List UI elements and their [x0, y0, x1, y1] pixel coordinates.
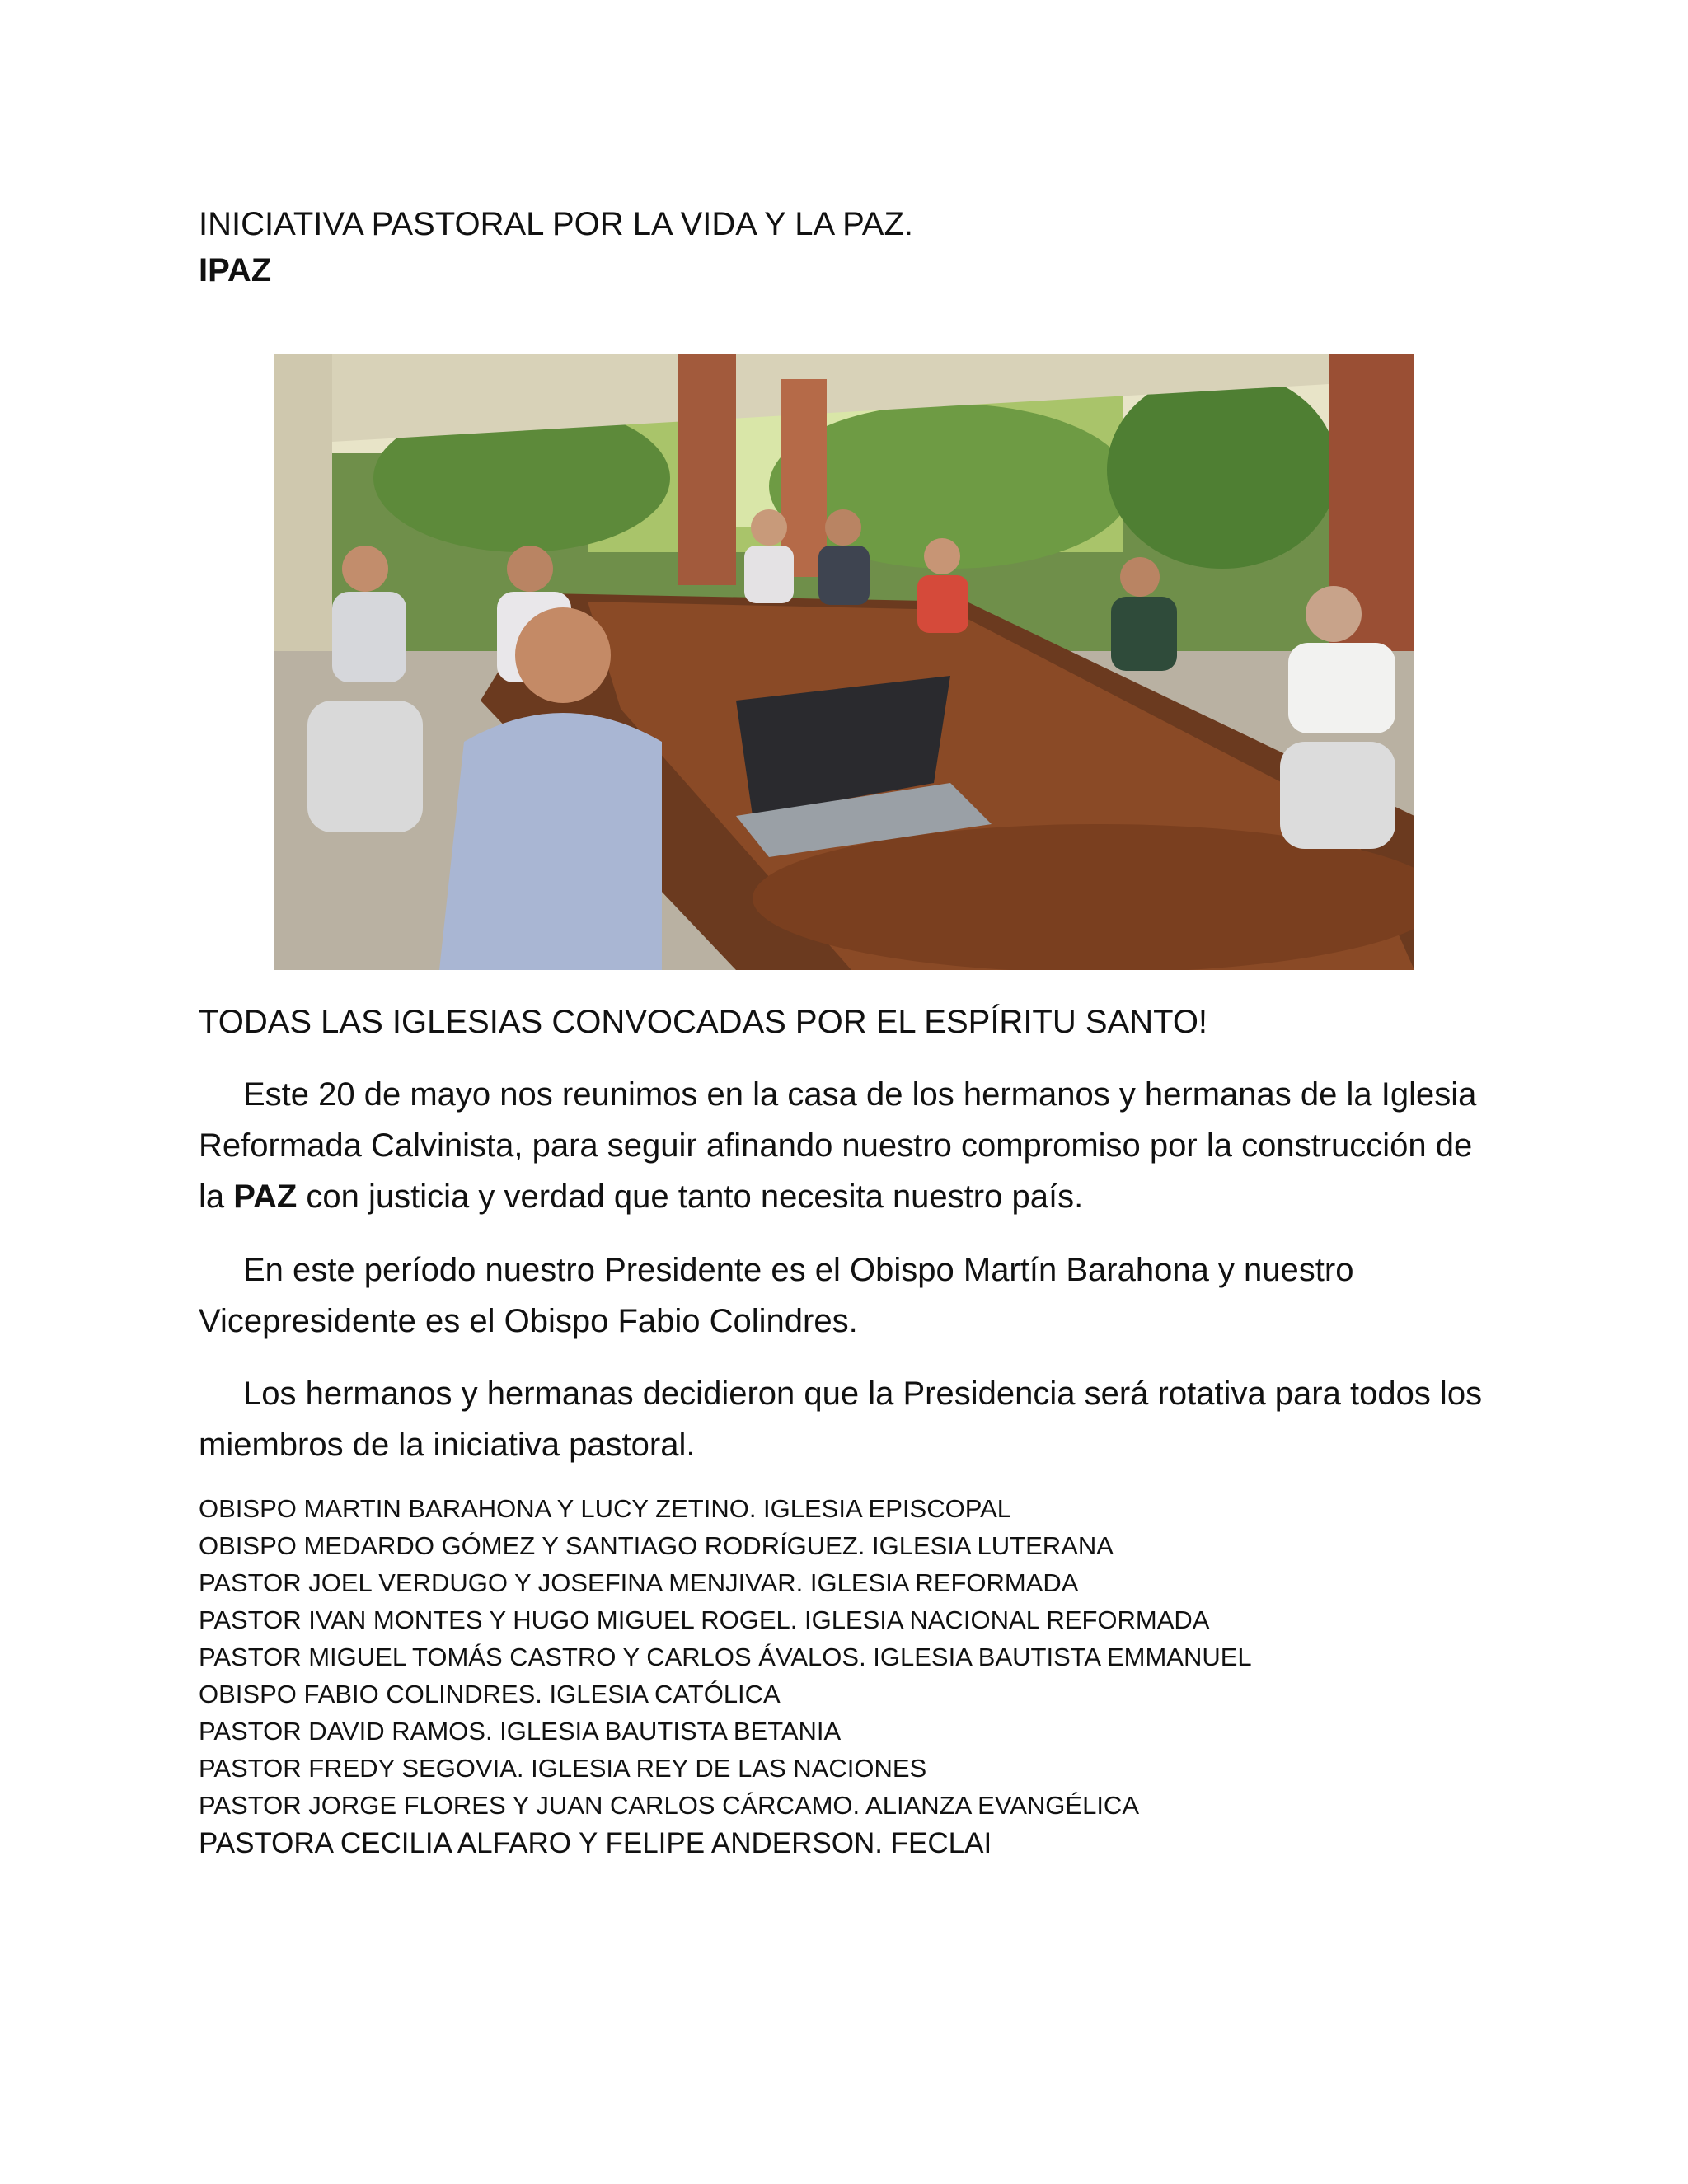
paragraph-leadership: En este período nuestro Presidente es el Obispo Martín Barahona y nuestro Vicepresidente es el Obispo Fabio Colindres.	[199, 1252, 1354, 1339]
document-acronym: IPAZ	[199, 252, 272, 288]
paragraph-meeting-bold-word: PAZ	[233, 1179, 298, 1215]
paragraph-meeting	[199, 1069, 1484, 1222]
document-title: INICIATIVA PASTORAL POR LA VIDA Y LA PAZ.	[199, 206, 914, 242]
member-list	[199, 1490, 1517, 1863]
list-item: PASTOR DAVID RAMOS. IGLESIA BAUTISTA BETANIA	[199, 1717, 842, 1746]
list-item: PASTORA CECILIA ALFARO Y FELIPE ANDERSON. FECLAI	[199, 1827, 992, 1859]
list-item: PASTOR IVAN MONTES Y HUGO MIGUEL ROGEL. IGLESIA NACIONAL REFORMADA	[199, 1605, 1210, 1634]
list-item: PASTOR JOEL VERDUGO Y JOSEFINA MENJIVAR. IGLESIA REFORMADA	[199, 1568, 1079, 1597]
list-item: PASTOR MIGUEL TOMÁS CASTRO Y CARLOS ÁVALOS. IGLESIA BAUTISTA EMMANUEL	[199, 1643, 1252, 1671]
list-item: PASTOR FREDY SEGOVIA. IGLESIA REY DE LAS NACIONES	[199, 1754, 927, 1783]
group-meeting-photo	[274, 354, 1414, 970]
paragraph-rotation: Los hermanos y hermanas decidieron que la Presidencia será rotativa para todos los miembros de la iniciativa pastoral.	[199, 1376, 1483, 1463]
section-heading: TODAS LAS IGLESIAS CONVOCADAS POR EL ESPÍRITU SANTO!	[199, 1004, 1208, 1040]
list-item: OBISPO MEDARDO GÓMEZ Y SANTIAGO RODRÍGUEZ. IGLESIA LUTERANA	[199, 1531, 1114, 1560]
paragraph-meeting-text-end: con justicia y verdad que tanto necesita nuestro país.	[297, 1179, 1084, 1215]
list-item: OBISPO MARTIN BARAHONA Y LUCY ZETINO. IGLESIA EPISCOPAL	[199, 1494, 1011, 1523]
list-item: PASTOR JORGE FLORES Y JUAN CARLOS CÁRCAMO. ALIANZA EVANGÉLICA	[199, 1791, 1139, 1820]
list-item: OBISPO FABIO COLINDRES. IGLESIA CATÓLICA	[199, 1680, 781, 1708]
paragraph-meeting-text-start: Este 20 de mayo nos reunimos en la casa de los hermanos y hermanas de la Iglesia Reformada Calvinista, para seguir afinando nuestro compromiso por la construcción de la	[199, 1076, 1477, 1215]
